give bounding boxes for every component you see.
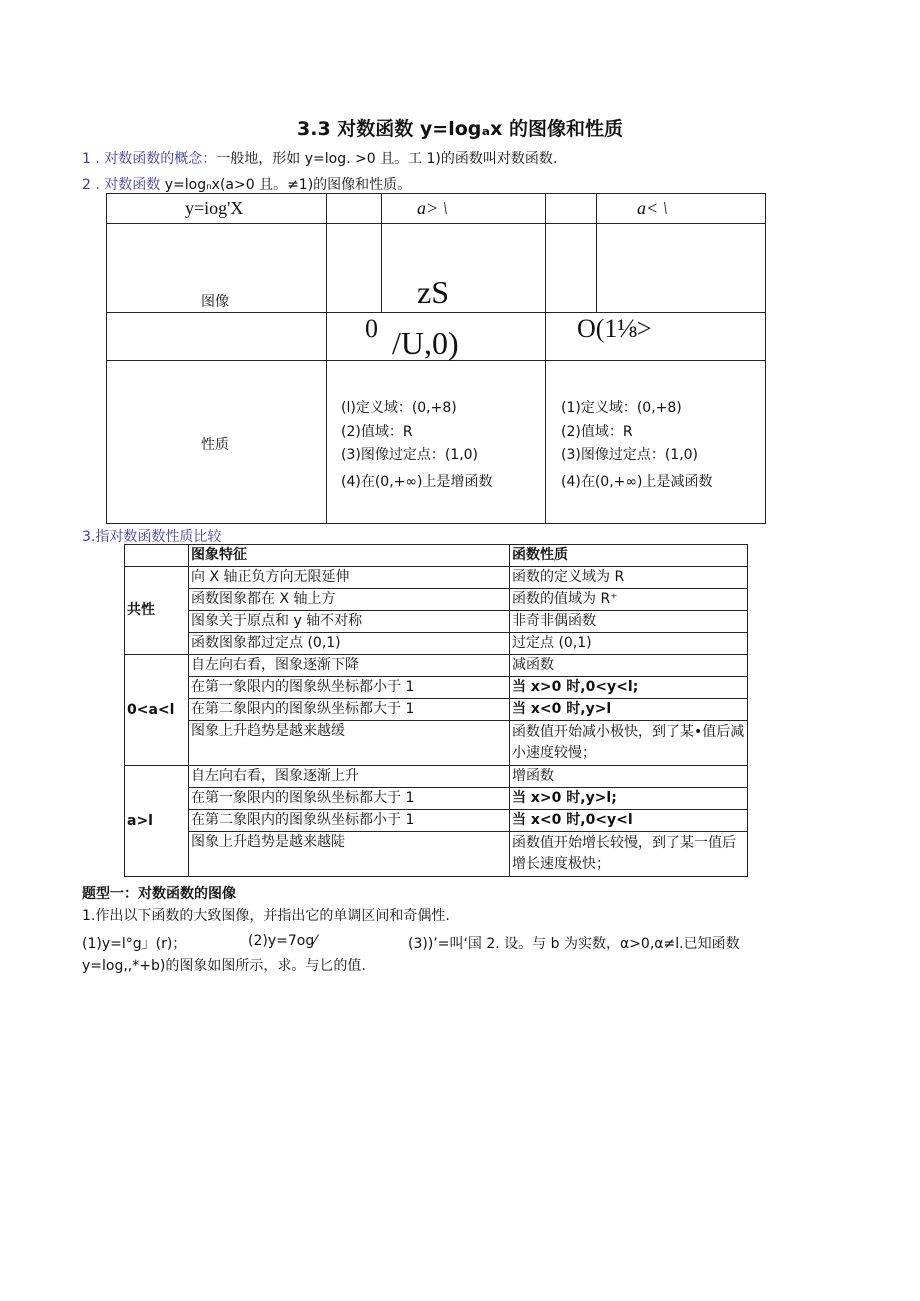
- table-divider: [596, 194, 597, 312]
- property-item: (4)在(0,+∞)上是增函数: [341, 473, 493, 490]
- property-cell: 函数的定义域为 R: [510, 567, 748, 589]
- table-row: [125, 633, 748, 655]
- property-cell: 函数的值域为 R⁺: [510, 589, 748, 611]
- group-label-a-greater-than-1: a>l: [125, 766, 189, 877]
- feature-cell: 自左向右看，图象逐渐上升: [189, 766, 510, 788]
- header-function: y=iog'X: [185, 198, 244, 218]
- item-number-2: 2: [82, 177, 91, 193]
- row-label-properties: 性质: [201, 437, 229, 453]
- property-item: (2)值域：R: [561, 423, 633, 440]
- feature-cell: 在第二象限内的图象纵坐标都大于 1: [189, 699, 510, 721]
- header-blank-cell: [125, 545, 189, 567]
- feature-cell: 自左向右看，图象逐渐下降: [189, 655, 510, 677]
- table-header-row: [125, 545, 748, 567]
- graph-props-heading: . 对数函数: [95, 177, 161, 193]
- header-property: 函数性质: [510, 545, 748, 567]
- question-1-part-2: (2)y=7og⁄: [248, 933, 317, 949]
- question-1-part-1: (1)y=l°g」(r)；: [82, 936, 187, 952]
- feature-cell: 在第一象限内的图象纵坐标都小于 1: [189, 677, 510, 699]
- properties-a-less: [561, 397, 713, 494]
- graph-props-text: y=logₙx(a>0 且。≠1)的图像和性质。: [160, 177, 412, 193]
- feature-cell: 图象上升趋势是越来越缓: [189, 721, 510, 766]
- property-cell: 增函数: [510, 766, 748, 788]
- row-label-graph: 图像: [201, 294, 229, 310]
- question-2-line: y=log,,*+b)的图象如图所示，求。与匕的值.: [82, 958, 366, 974]
- table-row: [125, 721, 748, 766]
- table-row: [125, 832, 748, 877]
- concept-line: [82, 148, 557, 168]
- feature-cell: 函数图象都过定点 (0,1): [189, 633, 510, 655]
- table-row: [125, 611, 748, 633]
- topic-heading: 题型一：对数函数的图像: [82, 886, 236, 902]
- property-cell: 过定点 (0,1): [510, 633, 748, 655]
- table-divider: [107, 223, 765, 224]
- table-row: [125, 810, 748, 832]
- property-cell: 当 x>0 时,y>l;: [510, 788, 748, 810]
- property-cell: 非奇非偶函数: [510, 611, 748, 633]
- table-row: [125, 589, 748, 611]
- table-divider: [381, 194, 382, 312]
- table-row: [125, 788, 748, 810]
- property-item: (l)定义域：(0,+8): [341, 400, 457, 416]
- concept-heading: . 对数函数的概念：: [95, 151, 217, 167]
- concept-text: 一般地，形如 y=log. >0 且。工 1)的函数叫对数函数.: [216, 151, 558, 167]
- fixed-point-a-greater: /U,0): [392, 325, 459, 361]
- table-row: [125, 655, 748, 677]
- origin-label: 0: [365, 314, 378, 343]
- feature-cell: 图象上升趋势是越来越陡: [189, 832, 510, 877]
- property-item: (3)图像过定点：(1,0): [341, 447, 479, 463]
- page-title: 3.3 对数函数 y=logₐx 的图像和性质: [297, 118, 623, 140]
- item-number-1: 1: [82, 151, 91, 167]
- feature-cell: 函数图象都在 X 轴上方: [189, 589, 510, 611]
- property-item: (2)值域：R: [341, 423, 413, 440]
- comparison-table: [124, 544, 748, 877]
- table-row: [125, 699, 748, 721]
- question-1: 1.作出以下函数的大致图像，并指出它的单调区间和奇偶性.: [82, 908, 450, 924]
- header-a-less: a< \: [637, 198, 668, 218]
- property-cell: 减函数: [510, 655, 748, 677]
- properties-a-greater: [341, 397, 493, 494]
- property-item: (3)图像过定点：(1,0): [561, 447, 699, 463]
- property-cell: 当 x<0 时,y>l: [510, 699, 748, 721]
- header-feature: 图象特征: [189, 545, 510, 567]
- header-a-greater: a> \: [417, 198, 448, 218]
- group-label-common: 共性: [125, 567, 189, 655]
- graph-sketch-a-greater: zS: [417, 274, 449, 310]
- property-cell: 函数值开始增长较慢，到了某一值后增长速度极快；: [510, 832, 748, 877]
- fixed-point-a-less: O(1⅛>: [577, 314, 652, 343]
- question-1-part-3: (3))’=叫‘国 2. 设。与 b 为实数，α>0,α≠l.已知函数: [408, 936, 740, 952]
- feature-cell: 图象关于原点和 y 轴不对称: [189, 611, 510, 633]
- group-label-a-less-than-1: 0<a<l: [125, 655, 189, 766]
- feature-cell: 向 X 轴正负方向无限延伸: [189, 567, 510, 589]
- property-cell: 函数值开始减小极快，到了某•值后减小速度较慢；: [510, 721, 748, 766]
- property-cell: 当 x<0 时,0<y<l: [510, 810, 748, 832]
- property-cell: 当 x>0 时,0<y<l;: [510, 677, 748, 699]
- table-row: [125, 677, 748, 699]
- graph-props-line: [82, 174, 411, 194]
- log-function-table: [106, 193, 766, 524]
- table-divider: [107, 312, 765, 313]
- table-divider: [326, 194, 327, 523]
- table-divider: [545, 194, 546, 523]
- feature-cell: 在第一象限内的图象纵坐标都大于 1: [189, 788, 510, 810]
- property-item: (1)定义域：(0,+8): [561, 400, 682, 416]
- table-row: [125, 567, 748, 589]
- property-item: (4)在(0,+∞)上是减函数: [561, 473, 713, 490]
- feature-cell: 在第二象限内的图象纵坐标都小于 1: [189, 810, 510, 832]
- table-row: [125, 766, 748, 788]
- comparison-heading: 3.指对数函数性质比较: [82, 529, 222, 545]
